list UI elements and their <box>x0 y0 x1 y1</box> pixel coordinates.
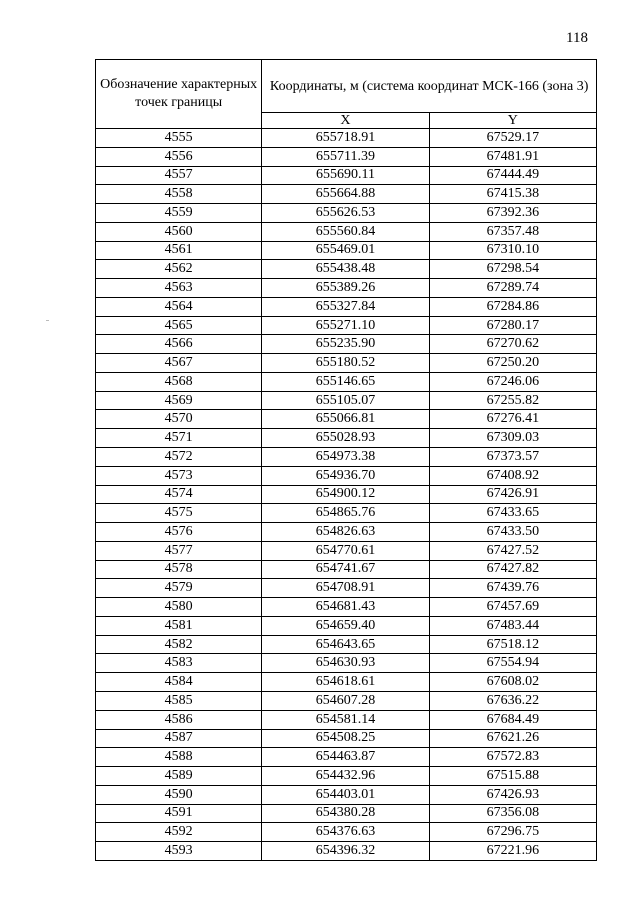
y-coordinate-cell: 67554.94 <box>429 654 596 673</box>
point-label-cell: 4570 <box>96 410 262 429</box>
y-coordinate-cell: 67356.08 <box>429 804 596 823</box>
x-coordinate-cell: 655105.07 <box>262 391 429 410</box>
table-row <box>96 166 597 185</box>
y-coordinate-cell: 67481.91 <box>429 147 596 166</box>
table-row <box>96 448 597 467</box>
x-coordinate-cell: 654380.28 <box>262 804 429 823</box>
x-coordinate-cell: 654432.96 <box>262 767 429 786</box>
table-row <box>96 691 597 710</box>
table-row <box>96 504 597 523</box>
table-row <box>96 673 597 692</box>
x-coordinate-cell: 654463.87 <box>262 748 429 767</box>
table-row <box>96 560 597 579</box>
table-row <box>96 316 597 335</box>
table-row <box>96 598 597 617</box>
table-row <box>96 654 597 673</box>
table-row <box>96 767 597 786</box>
table-row <box>96 616 597 635</box>
x-coordinate-cell: 654607.28 <box>262 691 429 710</box>
x-coordinate-cell: 654900.12 <box>262 485 429 504</box>
label-column-header: Обозначение характерных точек границы <box>96 60 262 129</box>
x-coordinate-cell: 655664.88 <box>262 185 429 204</box>
point-label-cell: 4564 <box>96 297 262 316</box>
table-row <box>96 842 597 861</box>
x-coordinate-cell: 654865.76 <box>262 504 429 523</box>
x-coordinate-cell: 654403.01 <box>262 785 429 804</box>
point-label-cell: 4566 <box>96 335 262 354</box>
table-row <box>96 710 597 729</box>
table-row <box>96 485 597 504</box>
x-coordinate-cell: 655718.91 <box>262 129 429 148</box>
x-coordinate-cell: 654643.65 <box>262 635 429 654</box>
point-label-cell: 4592 <box>96 823 262 842</box>
x-coordinate-cell: 654681.43 <box>262 598 429 617</box>
y-coordinate-cell: 67433.65 <box>429 504 596 523</box>
point-label-cell: 4587 <box>96 729 262 748</box>
x-coordinate-cell: 654581.14 <box>262 710 429 729</box>
point-label-cell: 4584 <box>96 673 262 692</box>
y-coordinate-cell: 67529.17 <box>429 129 596 148</box>
y-coordinate-cell: 67608.02 <box>429 673 596 692</box>
y-coordinate-cell: 67310.10 <box>429 241 596 260</box>
x-coordinate-cell: 654396.32 <box>262 842 429 861</box>
x-coordinate-cell: 654708.91 <box>262 579 429 598</box>
y-coordinate-cell: 67221.96 <box>429 842 596 861</box>
x-coordinate-cell: 654826.63 <box>262 523 429 542</box>
table-row <box>96 785 597 804</box>
table-row <box>96 729 597 748</box>
x-coordinate-cell: 654936.70 <box>262 466 429 485</box>
point-label-cell: 4559 <box>96 204 262 223</box>
x-coordinate-cell: 654618.61 <box>262 673 429 692</box>
y-coordinate-cell: 67426.91 <box>429 485 596 504</box>
y-coordinate-cell: 67270.62 <box>429 335 596 354</box>
table-row <box>96 523 597 542</box>
point-label-cell: 4577 <box>96 541 262 560</box>
x-coordinate-cell: 655469.01 <box>262 241 429 260</box>
point-label-cell: 4580 <box>96 598 262 617</box>
point-label-cell: 4591 <box>96 804 262 823</box>
point-label-cell: 4571 <box>96 429 262 448</box>
y-coordinate-cell: 67415.38 <box>429 185 596 204</box>
table-row <box>96 260 597 279</box>
point-label-cell: 4590 <box>96 785 262 804</box>
table-row <box>96 222 597 241</box>
coordinates-group-header: Координаты, м (система координат МСК-166 (зона 3) <box>262 60 597 113</box>
table-row <box>96 279 597 298</box>
x-coordinate-cell: 655438.48 <box>262 260 429 279</box>
point-label-cell: 4585 <box>96 691 262 710</box>
y-coordinate-cell: 67284.86 <box>429 297 596 316</box>
table-row <box>96 335 597 354</box>
table-row <box>96 579 597 598</box>
y-coordinate-cell: 67392.36 <box>429 204 596 223</box>
point-label-cell: 4555 <box>96 129 262 148</box>
point-label-cell: 4582 <box>96 635 262 654</box>
y-coordinate-cell: 67246.06 <box>429 372 596 391</box>
point-label-cell: 4576 <box>96 523 262 542</box>
x-coordinate-cell: 655389.26 <box>262 279 429 298</box>
x-coordinate-cell: 654508.25 <box>262 729 429 748</box>
point-label-cell: 4578 <box>96 560 262 579</box>
table-row <box>96 804 597 823</box>
y-coordinate-cell: 67483.44 <box>429 616 596 635</box>
y-coordinate-cell: 67684.49 <box>429 710 596 729</box>
point-label-cell: 4561 <box>96 241 262 260</box>
x-coordinate-cell: 655235.90 <box>262 335 429 354</box>
y-coordinate-cell: 67296.75 <box>429 823 596 842</box>
page-number: 118 <box>566 30 588 46</box>
x-coordinate-cell: 655271.10 <box>262 316 429 335</box>
table-row <box>96 391 597 410</box>
point-label-cell: 4560 <box>96 222 262 241</box>
y-coordinate-cell: 67636.22 <box>429 691 596 710</box>
x-coordinate-cell: 654376.63 <box>262 823 429 842</box>
point-label-cell: 4586 <box>96 710 262 729</box>
coordinates-table <box>95 59 597 861</box>
table-row <box>96 297 597 316</box>
table-row <box>96 147 597 166</box>
y-coordinate-cell: 67572.83 <box>429 748 596 767</box>
point-label-cell: 4569 <box>96 391 262 410</box>
x-coordinate-cell: 654973.38 <box>262 448 429 467</box>
coordinates-table-body <box>96 129 597 861</box>
table-row <box>96 748 597 767</box>
y-coordinate-cell: 67457.69 <box>429 598 596 617</box>
point-label-cell: 4588 <box>96 748 262 767</box>
point-label-cell: 4557 <box>96 166 262 185</box>
y-coordinate-cell: 67255.82 <box>429 391 596 410</box>
x-coordinate-cell: 654659.40 <box>262 616 429 635</box>
y-coordinate-cell: 67298.54 <box>429 260 596 279</box>
x-coordinate-cell: 654630.93 <box>262 654 429 673</box>
point-label-cell: 4589 <box>96 767 262 786</box>
table-row <box>96 635 597 654</box>
y-coordinate-cell: 67373.57 <box>429 448 596 467</box>
point-label-cell: 4558 <box>96 185 262 204</box>
y-coordinate-cell: 67426.93 <box>429 785 596 804</box>
table-row <box>96 241 597 260</box>
y-coordinate-cell: 67444.49 <box>429 166 596 185</box>
y-coordinate-cell: 67439.76 <box>429 579 596 598</box>
y-column-header: Y <box>429 113 596 129</box>
table-row <box>96 541 597 560</box>
y-coordinate-cell: 67309.03 <box>429 429 596 448</box>
y-coordinate-cell: 67289.74 <box>429 279 596 298</box>
point-label-cell: 4574 <box>96 485 262 504</box>
y-coordinate-cell: 67357.48 <box>429 222 596 241</box>
point-label-cell: 4579 <box>96 579 262 598</box>
table-row <box>96 129 597 148</box>
x-coordinate-cell: 655180.52 <box>262 354 429 373</box>
x-coordinate-cell: 655690.11 <box>262 166 429 185</box>
x-coordinate-cell: 655327.84 <box>262 297 429 316</box>
point-label-cell: 4568 <box>96 372 262 391</box>
point-label-cell: 4581 <box>96 616 262 635</box>
x-coordinate-cell: 655028.93 <box>262 429 429 448</box>
point-label-cell: 4583 <box>96 654 262 673</box>
point-label-cell: 4565 <box>96 316 262 335</box>
y-coordinate-cell: 67427.52 <box>429 541 596 560</box>
y-coordinate-cell: 67276.41 <box>429 410 596 429</box>
y-coordinate-cell: 67518.12 <box>429 635 596 654</box>
table-row <box>96 823 597 842</box>
table-row <box>96 429 597 448</box>
point-label-cell: 4572 <box>96 448 262 467</box>
point-label-cell: 4575 <box>96 504 262 523</box>
x-coordinate-cell: 655146.65 <box>262 372 429 391</box>
x-coordinate-cell: 655066.81 <box>262 410 429 429</box>
table-row <box>96 372 597 391</box>
y-coordinate-cell: 67280.17 <box>429 316 596 335</box>
point-label-cell: 4567 <box>96 354 262 373</box>
x-coordinate-cell: 655560.84 <box>262 222 429 241</box>
point-label-cell: 4563 <box>96 279 262 298</box>
table-row <box>96 185 597 204</box>
scan-artifact <box>46 320 49 321</box>
y-coordinate-cell: 67427.82 <box>429 560 596 579</box>
y-coordinate-cell: 67433.50 <box>429 523 596 542</box>
x-coordinate-cell: 654770.61 <box>262 541 429 560</box>
table-row <box>96 466 597 485</box>
x-coordinate-cell: 654741.67 <box>262 560 429 579</box>
point-label-cell: 4556 <box>96 147 262 166</box>
table-row <box>96 354 597 373</box>
table-row <box>96 410 597 429</box>
x-coordinate-cell: 655711.39 <box>262 147 429 166</box>
y-coordinate-cell: 67408.92 <box>429 466 596 485</box>
x-coordinate-cell: 655626.53 <box>262 204 429 223</box>
point-label-cell: 4562 <box>96 260 262 279</box>
point-label-cell: 4573 <box>96 466 262 485</box>
y-coordinate-cell: 67621.26 <box>429 729 596 748</box>
y-coordinate-cell: 67250.20 <box>429 354 596 373</box>
table-row <box>96 204 597 223</box>
y-coordinate-cell: 67515.88 <box>429 767 596 786</box>
x-column-header: X <box>262 113 429 129</box>
point-label-cell: 4593 <box>96 842 262 861</box>
